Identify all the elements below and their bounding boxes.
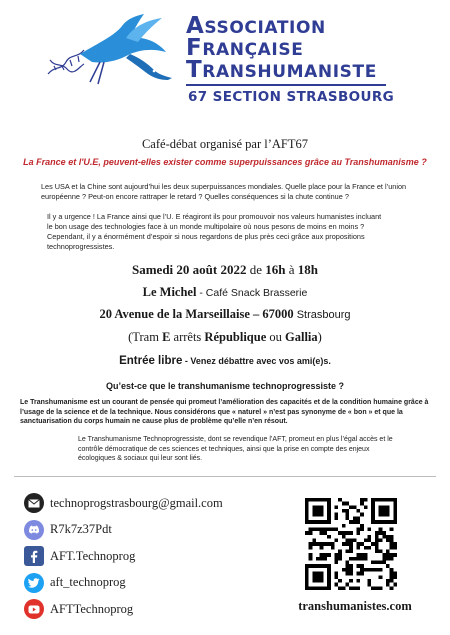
contact-youtube[interactable] bbox=[24, 596, 274, 623]
contact-facebook[interactable] bbox=[24, 543, 274, 570]
brand-line-3: TRANSHUMANISTE bbox=[186, 57, 377, 83]
event-venue: Le Michel - Café Snack Brasserie bbox=[142, 285, 308, 299]
definition-paragraph: Le Transhumanisme est un courant de pensée qui promeut l’amélioration des capacités et de la condition humaine grâce à l’usage de la science et de la technique. Nous considérons que « naturel » n’est pas synonyme de « bon » et que la sanctuarisation du corps humain ne cause plus de problème qu’elle n’en résout. bbox=[20, 399, 429, 426]
event-date: Samedi 20 août 2022 de 16h à 18h bbox=[131, 262, 318, 277]
brand-line-2: FRANÇAISE bbox=[186, 35, 304, 61]
youtube-icon bbox=[24, 599, 44, 619]
logo-bird-icon bbox=[40, 12, 180, 94]
header bbox=[0, 0, 450, 120]
brand-block bbox=[186, 13, 436, 105]
contact-facebook-text: AFT.Technoprog bbox=[50, 548, 136, 563]
qr-code[interactable] bbox=[305, 498, 397, 590]
whatis-heading: Qu’est-ce que le transhumanisme technoprogressiste ? bbox=[105, 381, 345, 391]
contact-email-text: technoprogstrasbourg@gmail.com bbox=[50, 495, 223, 510]
urgency-paragraph: Il y a urgence ! La France ainsi que l’U. E réagiront ils pour promouvoir nos valeurs humanistes incluant le bon usage des technologies face à un monde multipolaire où nous pesons de moins en moins ? Cependant, il y a énormément d’espoir si nous regardons de plus près ceci grâce aux propositions technoprogressistes. bbox=[47, 212, 382, 251]
intro-paragraph: Les USA et la Chine sont aujourd’hui les deux superpuissances mondiales. Quelle place pour la France et l’union européenne ? Peut-on encore rattraper le retard ? Quelles conséquences si la chute continue ? bbox=[41, 182, 407, 201]
brand-line-1: ASSOCIATION bbox=[186, 13, 326, 39]
section-divider bbox=[14, 476, 436, 477]
contact-discord-text: R7k7z37Pdt bbox=[50, 522, 112, 537]
facebook-icon bbox=[24, 546, 44, 566]
website-link[interactable]: transhumanistes.com bbox=[298, 599, 412, 613]
twitter-icon bbox=[24, 573, 44, 593]
contact-list bbox=[24, 490, 274, 623]
event-question: La France et l'U.E, peuvent-elles exister comme superpuissances grâce au Transhumanisme ? bbox=[23, 157, 427, 167]
technoprog-paragraph: Le Transhumanisme Technoprogressiste, dont se revendique l’AFT, promeut en plus l’égal accès et le contrôle démocratique de ces sciences et techniques, ainsi que la prise en compte des enjeux écologiques & sociaux qui leur sont liés. bbox=[78, 436, 393, 463]
event-tram: (Tram E arrêts République ou Gallia) bbox=[128, 330, 322, 344]
brand-section: 67 SECTION STRASBOURG bbox=[188, 89, 395, 105]
contact-youtube-text: AFTTechnoprog bbox=[50, 601, 134, 616]
event-entry: Entrée libre - Venez débattre avec vos ami(e)s. bbox=[119, 355, 331, 367]
email-icon bbox=[24, 493, 44, 513]
event-title: Café-débat organisé par l’AFT67 bbox=[141, 137, 309, 151]
event-address: 20 Avenue de la Marseillaise – 67000 Strasbourg bbox=[99, 307, 351, 321]
brand-divider bbox=[186, 84, 386, 86]
contact-discord[interactable] bbox=[24, 517, 274, 544]
discord-icon bbox=[24, 520, 44, 540]
contact-email[interactable] bbox=[24, 490, 274, 517]
contact-twitter-text: aft_technoprog bbox=[50, 575, 126, 590]
contact-twitter[interactable] bbox=[24, 570, 274, 597]
